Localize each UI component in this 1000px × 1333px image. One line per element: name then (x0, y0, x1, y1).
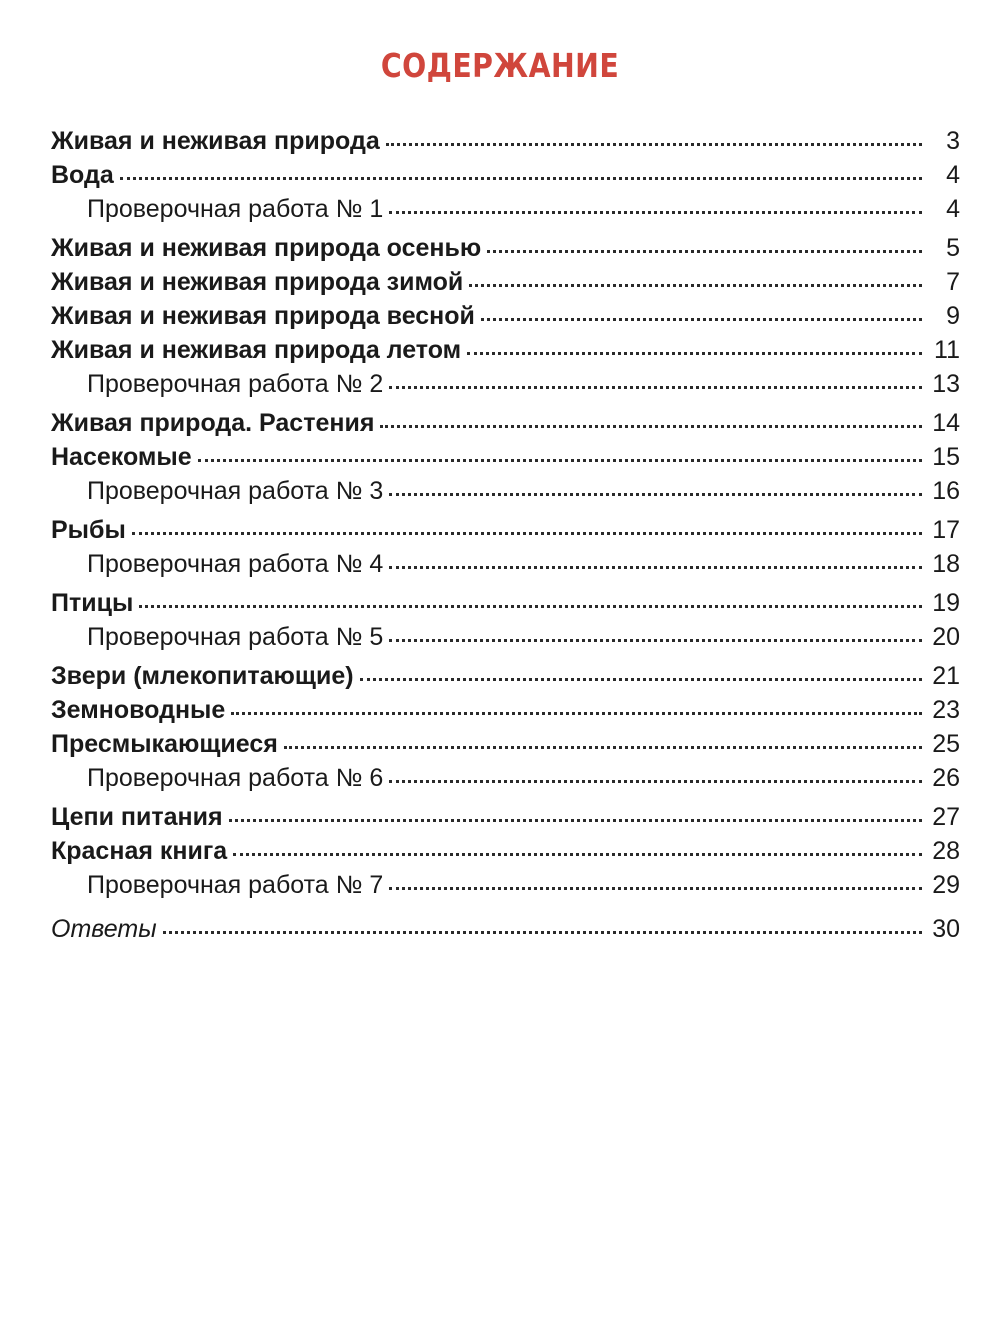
toc-page-number: 16 (932, 477, 960, 505)
toc-page-number: 26 (932, 764, 960, 792)
dot-leader (233, 853, 922, 856)
toc-entry-title: Живая и неживая природа летом (51, 336, 462, 364)
dot-leader (229, 819, 922, 822)
dot-leader (163, 931, 922, 934)
dot-leader (389, 386, 922, 389)
toc-subentry[interactable] (51, 367, 960, 401)
toc-entry-title: Цепи питания (51, 803, 223, 831)
table-of-contents (51, 124, 960, 946)
toc-page-number: 28 (932, 837, 960, 865)
toc-entry-title: Живая и неживая природа (51, 127, 380, 155)
toc-entry-title: Живая и неживая природа зимой (51, 268, 464, 296)
toc-entry[interactable] (51, 158, 960, 192)
dot-leader (380, 425, 922, 428)
toc-entry-title: Проверочная работа № 6 (87, 764, 384, 792)
dot-leader (389, 887, 922, 890)
toc-page-number: 19 (932, 589, 960, 617)
toc-entry-title: Проверочная работа № 4 (87, 550, 384, 578)
toc-entry-title: Красная книга (51, 837, 228, 865)
toc-entry-title: Проверочная работа № 5 (87, 623, 384, 651)
toc-page-number: 11 (934, 336, 960, 364)
toc-subentry[interactable] (51, 474, 960, 508)
toc-entry-title: Рыбы (51, 516, 126, 544)
toc-subentry[interactable] (51, 761, 960, 795)
toc-subentry[interactable] (51, 192, 960, 226)
toc-page-number: 15 (932, 443, 960, 471)
dot-leader (389, 639, 922, 642)
toc-entry-title: Живая и неживая природа весной (51, 302, 475, 330)
dot-leader (231, 712, 922, 715)
toc-entry-title: Проверочная работа № 1 (87, 195, 384, 223)
toc-subentry[interactable] (51, 547, 960, 581)
toc-page-number: 29 (932, 871, 960, 899)
toc-entry-title: Звери (млекопитающие) (51, 662, 354, 690)
toc-page-number: 4 (946, 161, 960, 189)
toc-page-number: 14 (932, 409, 960, 437)
dot-leader (360, 678, 922, 681)
toc-entry-title: Проверочная работа № 2 (87, 370, 384, 398)
dot-leader (389, 780, 922, 783)
toc-entry[interactable] (51, 440, 960, 474)
toc-entry[interactable] (51, 299, 960, 333)
toc-page-number: 20 (932, 623, 960, 651)
toc-entry-title: Насекомые (51, 443, 192, 471)
dot-leader (198, 459, 922, 462)
dot-leader (389, 493, 922, 496)
toc-entry-title: Проверочная работа № 3 (87, 477, 384, 505)
toc-entry-title: Проверочная работа № 7 (87, 871, 384, 899)
toc-entry-title: Живая и неживая природа осенью (51, 234, 482, 262)
toc-page-number: 30 (932, 915, 960, 943)
toc-entry[interactable] (51, 727, 960, 761)
toc-entry[interactable] (51, 124, 960, 158)
toc-page-number: 27 (932, 803, 960, 831)
toc-page-number: 7 (946, 268, 960, 296)
dot-leader (284, 746, 922, 749)
dot-leader (469, 284, 922, 287)
dot-leader (389, 566, 922, 569)
toc-entry-title: Земноводные (51, 696, 226, 724)
toc-page-number: 4 (946, 195, 960, 223)
toc-page-number: 17 (932, 516, 960, 544)
dot-leader (120, 177, 922, 180)
toc-entry-title: Птицы (51, 589, 134, 617)
toc-entry[interactable] (51, 333, 960, 367)
toc-entry-title: Ответы (51, 915, 157, 943)
toc-subentry[interactable] (51, 620, 960, 654)
toc-entry[interactable] (51, 693, 960, 727)
toc-page-number: 9 (946, 302, 960, 330)
toc-page-number: 23 (932, 696, 960, 724)
toc-entry[interactable] (51, 265, 960, 299)
dot-leader (139, 605, 922, 608)
dot-leader (481, 318, 922, 321)
toc-page-number: 18 (932, 550, 960, 578)
dot-leader (132, 532, 922, 535)
page-title: СОДЕРЖАНИЕ (380, 46, 620, 85)
toc-entry[interactable] (51, 800, 960, 834)
toc-entry[interactable] (51, 231, 960, 265)
dot-leader (487, 250, 922, 253)
dot-leader (389, 211, 922, 214)
toc-entry-title: Живая природа. Растения (51, 409, 375, 437)
toc-entry[interactable] (51, 834, 960, 868)
dot-leader (467, 352, 922, 355)
toc-entry[interactable] (51, 586, 960, 620)
toc-page-number: 25 (932, 730, 960, 758)
toc-entry[interactable] (51, 513, 960, 547)
toc-page-number: 5 (946, 234, 960, 262)
toc-entry-answers[interactable] (51, 912, 960, 946)
toc-page-number: 13 (932, 370, 960, 398)
toc-subentry[interactable] (51, 868, 960, 902)
toc-page-number: 21 (932, 662, 960, 690)
toc-entry-title: Пресмыкающиеся (51, 730, 278, 758)
dot-leader (386, 143, 922, 146)
toc-entry[interactable] (51, 406, 960, 440)
toc-entry-title: Вода (51, 161, 114, 189)
toc-entry[interactable] (51, 659, 960, 693)
toc-page-number: 3 (946, 127, 960, 155)
